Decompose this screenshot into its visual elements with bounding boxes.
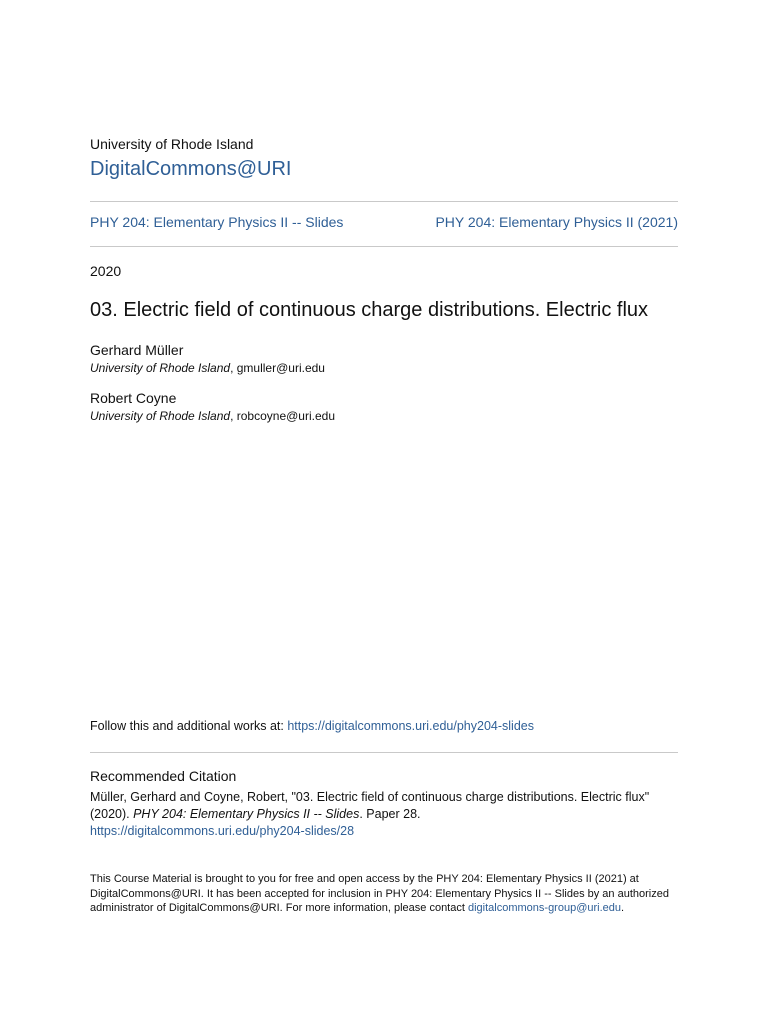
document-title: 03. Electric field of continuous charge distributions. Electric flux	[90, 299, 649, 321]
email-separator: ,	[230, 361, 237, 375]
follow-line	[90, 719, 534, 733]
author-email: robcoyne@uri.edu	[236, 409, 335, 423]
publication-year: 2020	[90, 263, 122, 279]
contact-email-link[interactable]: digitalcommons-group@uri.edu	[467, 902, 622, 914]
divider	[90, 246, 678, 247]
divider	[90, 201, 678, 202]
follow-text: Follow this and additional works at:	[90, 719, 288, 733]
email-separator: ,	[230, 409, 237, 423]
author-name: Gerhard Müller	[90, 342, 184, 358]
citation-heading: Recommended Citation	[90, 768, 237, 784]
divider	[90, 752, 678, 753]
series-slides-link[interactable]: PHY 204: Elementary Physics II -- Slides	[90, 214, 344, 230]
access-notice	[90, 872, 678, 916]
author-institution: University of Rhode Island	[90, 409, 231, 423]
citation-text	[90, 789, 678, 840]
author-affiliation	[90, 360, 325, 376]
citation-part1: Müller, Gerhard and Coyne, Robert, "03. Electric field of continuous charge distributions. Electric flux" (2020).	[90, 790, 650, 821]
author-affiliation	[90, 408, 335, 424]
series-course-link[interactable]: PHY 204: Elementary Physics II (2021)	[435, 214, 678, 230]
citation-part2: . Paper 28.	[359, 807, 421, 821]
author-institution: University of Rhode Island	[90, 361, 231, 375]
author-name: Robert Coyne	[90, 390, 177, 406]
collection-link[interactable]: https://digitalcommons.uri.edu/phy204-slides	[287, 719, 534, 733]
notice-text: This Course Material is brought to you for free and open access by the PHY 204: Elementary Physics II (2021) at DigitalCommons@URI. It has been accepted for inclusion in PHY 204: Elementary Physics II -- Slides by an authorized administrator of DigitalCommons@URI. For more information, please contact	[90, 873, 669, 914]
notice-end: .	[621, 902, 625, 914]
paper-link[interactable]: https://digitalcommons.uri.edu/phy204-slides/28	[90, 824, 355, 838]
institution-name: University of Rhode Island	[90, 136, 254, 152]
author-email: gmuller@uri.edu	[236, 361, 325, 375]
author-block	[90, 390, 335, 424]
repository-link[interactable]: DigitalCommons@URI	[90, 158, 292, 180]
author-block	[90, 342, 325, 376]
citation-series: PHY 204: Elementary Physics II -- Slides	[133, 807, 360, 821]
series-row	[90, 214, 678, 230]
